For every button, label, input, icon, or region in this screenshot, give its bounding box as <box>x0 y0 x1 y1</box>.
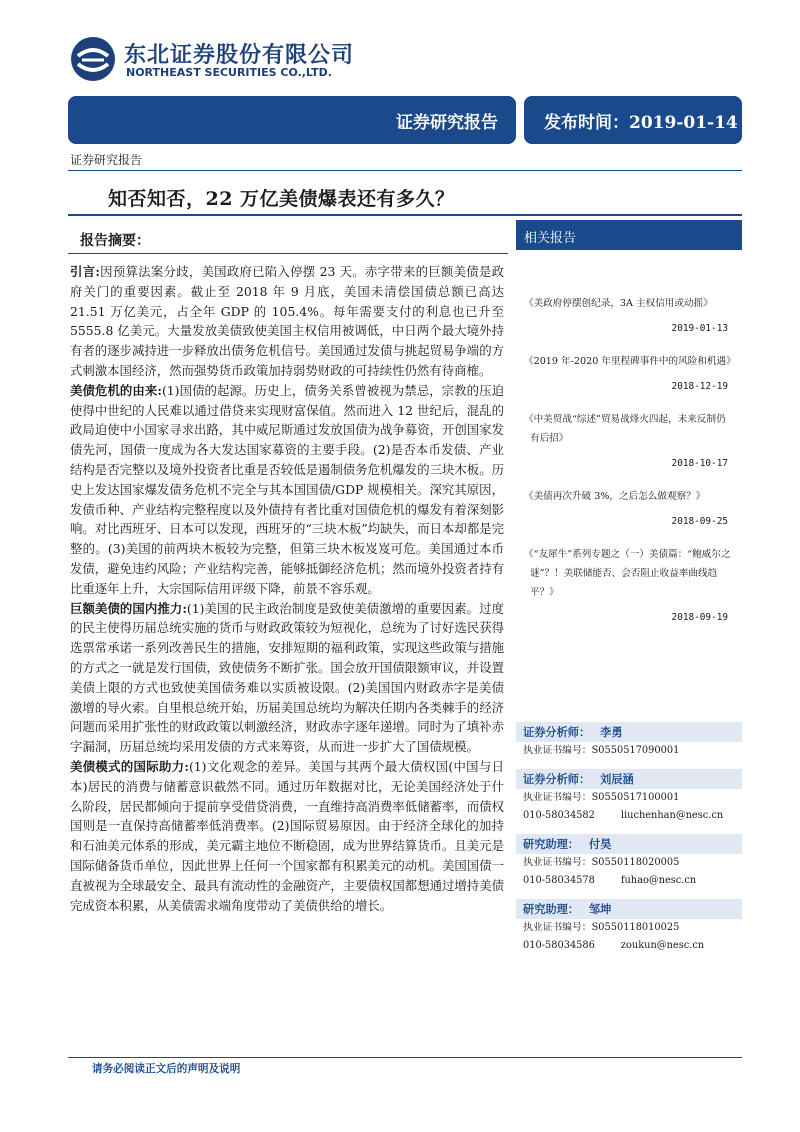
publish-date: 发布时间：2019-01-14 <box>544 113 738 133</box>
paragraph-international <box>70 757 504 915</box>
related-report-title[interactable]: 《美债再次升破 3%，之后怎么做观察？》 <box>524 491 706 502</box>
analyst-email[interactable]: fuhao@nesc.cn <box>620 875 697 886</box>
footer-disclaimer: 请务必阅读正文后的声明及说明 <box>92 1063 241 1075</box>
analyst-card <box>516 722 742 760</box>
analyst-contact <box>516 937 742 955</box>
summary-heading: 报告摘要： <box>80 233 150 249</box>
related-reports-header <box>516 220 742 250</box>
summary-divider <box>68 253 508 254</box>
analyst-card <box>516 769 742 825</box>
analyst-role: 证券分析师： <box>523 772 591 786</box>
analyst-panel <box>516 722 742 964</box>
company-name-en: NORTHEAST SECURITIES CO.,LTD. <box>126 66 332 79</box>
analyst-phone: 010-58034586 <box>523 940 595 951</box>
related-report-item[interactable] <box>516 410 742 473</box>
analyst-name: 付昊 <box>588 837 612 851</box>
paragraph-lead: 美债模式的国际助力: <box>70 758 189 774</box>
company-logo-icon <box>70 36 116 82</box>
related-report-date: 2018-09-25 <box>671 516 728 527</box>
related-report-date: 2018-09-19 <box>671 612 728 623</box>
paragraph-domestic <box>70 599 504 757</box>
analyst-header <box>516 899 742 919</box>
related-report-title[interactable]: 《2019 年-2020 年里程碑事件中的风险和机遇》 <box>524 356 736 367</box>
related-report-item[interactable] <box>516 487 742 531</box>
report-subtype: 证券研究报告 <box>70 153 143 167</box>
related-reports-heading: 相关报告 <box>524 231 577 246</box>
related-report-date: 2018-10-17 <box>671 458 728 469</box>
analyst-cert: 执业证书编号：S0550118020005 <box>523 857 680 868</box>
analyst-contact <box>516 872 742 890</box>
analyst-cert: 执业证书编号：S0550517090001 <box>523 745 680 756</box>
title-divider <box>68 214 742 216</box>
analyst-card <box>516 834 742 890</box>
analyst-email[interactable]: liuchenhan@nesc.cn <box>620 810 724 821</box>
paragraph-text: 因预算法案分歧，美国政府已陷入停摆 23 天。赤字带来的巨额美债是政府关门的重要因素。截止至 2018 年 9 月底，美国未清偿国债总额已高达 21.51 万亿美元，占全年 GDP 的 105.4%。每年需要支付的利息也已升至 5555.8 亿美元。大量发放美债致使美国主权信用被调低，中日两个最大境外持有者的逐步减持进一步释放出债务危机信号。美国通过发债与挑起贸易争端的方式刺激本国经济，然而强势货币政策加持弱势财政的可持续性仍然有待商榷。 <box>70 264 504 378</box>
analyst-name: 邹坤 <box>588 902 612 916</box>
analyst-header <box>516 769 742 789</box>
related-report-title[interactable]: 《“友犀牛”系列专题之（一）美债篇：“鲍威尔之谜”？！美联储能否、会否阻止收益率曲线趋平？》 <box>524 549 731 598</box>
header-report-type-bar <box>68 96 516 144</box>
paragraph-text: (1)国债的起源。历史上，债务关系曾被视为禁忌，宗教的压迫使得中世纪的人民难以通过借贷来实现财富保值。然而进入 12 世纪后，混乱的政局迫使中小国家寻求出路，其中威尼斯通过发放国债为战争募资，开创国家发债先河，国债一度成为各大发达国家募资的主要手段。(2)是否本币发债、产业结构是否完整以及境外投资者比重是否较低是遏制债务危机爆发的三块木板。历史上发达国家爆发债务危机不完全与其本国国债/GDP 规模相关。深究其原因，发债币种、产业结构完整程度以及外债持有者比重对国债危机的爆发有着深刻影响。对比西班牙、日本可以发现，西班牙的“三块木板”均缺失，而日本却都是完整的。(3)美国的前两块木板较为完整，但第三块木板岌岌可危。美国通过本币发债，避免违约风险；产业结构完善，能够抵御经济危机；然而境外投资者持有比重逐年上升，大宗国际信用评级下降，前景不容乐观。 <box>70 382 504 596</box>
company-logo <box>70 36 370 86</box>
related-reports-panel <box>516 220 742 627</box>
header-date-bar <box>524 96 742 144</box>
analyst-role: 研究助理： <box>523 902 579 916</box>
paragraph-origin <box>70 381 504 599</box>
paragraph-text: (1)文化观念的差异。美国与其两个最大债权国(中国与日本)居民的消费与储蓄意识截然不同。通过历年数据对比，无论美国经济处于什么阶段，居民都倾向于提前享受借贷消费，一直维持高消费率低储蓄率，而债权国则是一直保持高储蓄率低消费率。(2)国际贸易原因。由于经济全球化的加持和石油美元体系的形成，美元霸主地位不断稳固，成为世界结算货币。且美元是国际储备货币单位，因此世界上任何一个国家都有积累美元的动机。美国国债一直被视为全球最安全、最具有流动性的金融资产，主要债权国都想通过增持美债完成资本积累，从美债需求端角度带动了美债供给的增长。 <box>70 758 504 913</box>
analyst-card <box>516 899 742 955</box>
analyst-header <box>516 722 742 742</box>
related-report-title[interactable]: 《中美贸战“综述”贸易战烽火四起，未来反制仍有后招》 <box>524 414 726 444</box>
paragraph-lead: 引言: <box>70 264 100 279</box>
paragraph-lead: 巨额美债的国内推力: <box>70 600 187 616</box>
analyst-header <box>516 834 742 854</box>
related-report-date: 2018-12-19 <box>671 381 728 392</box>
analyst-cert: 执业证书编号：S0550118010025 <box>523 922 680 933</box>
analyst-role: 研究助理： <box>523 837 579 851</box>
analyst-name: 李勇 <box>600 725 623 739</box>
analyst-phone: 010-58034578 <box>523 875 595 886</box>
report-type-label: 证券研究报告 <box>396 113 498 133</box>
related-report-item[interactable] <box>516 352 742 396</box>
analyst-name: 刘辰涵 <box>600 772 634 786</box>
analyst-role: 证券分析师： <box>523 725 591 739</box>
analyst-cert: 执业证书编号：S0550517100001 <box>523 792 680 803</box>
divider <box>68 170 742 171</box>
paragraph-text: (1)美国的民主政治制度是致使美债激增的重要因素。过度的民主使得历届总统实施的货币与财政政策较为短视化，总统为了讨好选民获得选票常承诺一系列改善民生的措施，安排短期的福利政策，实现这些政策与措施的方式之一就是发行国债，致使债务不断扩张。国会放开国债限额审议，并设置美债上限的方式也致使美国债务难以实质被设限。(2)美国国内财政赤字是美债激增的导火索。自里根总统开始，历届美国总统均为解决任期内各类棘手的经济问题而采用扩张性的财政政策以刺激经济，财政赤字逐年递增。同时为了填补赤字漏洞，历届总统均采用发债的方式来筹资，从而进一步扩大了国债规模。 <box>70 600 504 755</box>
company-name-cn: 东北证券股份有限公司 <box>124 43 355 68</box>
related-report-item[interactable] <box>516 545 742 627</box>
paragraph-lead: 美债危机的由来: <box>70 382 162 398</box>
footer-divider <box>68 1057 742 1058</box>
report-title: 知否知否，22 万亿美债爆表还有多久？ <box>108 188 455 210</box>
related-report-date: 2019-01-13 <box>671 323 728 334</box>
analyst-contact <box>516 807 742 825</box>
analyst-phone: 010-58034582 <box>523 810 595 821</box>
summary-body <box>70 262 504 915</box>
related-report-title[interactable]: 《美政府停摆创纪录，3A 主权信用或动摇》 <box>524 298 713 309</box>
paragraph-intro <box>70 262 504 381</box>
related-report-item[interactable] <box>516 294 742 338</box>
analyst-email[interactable]: zoukun@nesc.cn <box>620 940 705 951</box>
